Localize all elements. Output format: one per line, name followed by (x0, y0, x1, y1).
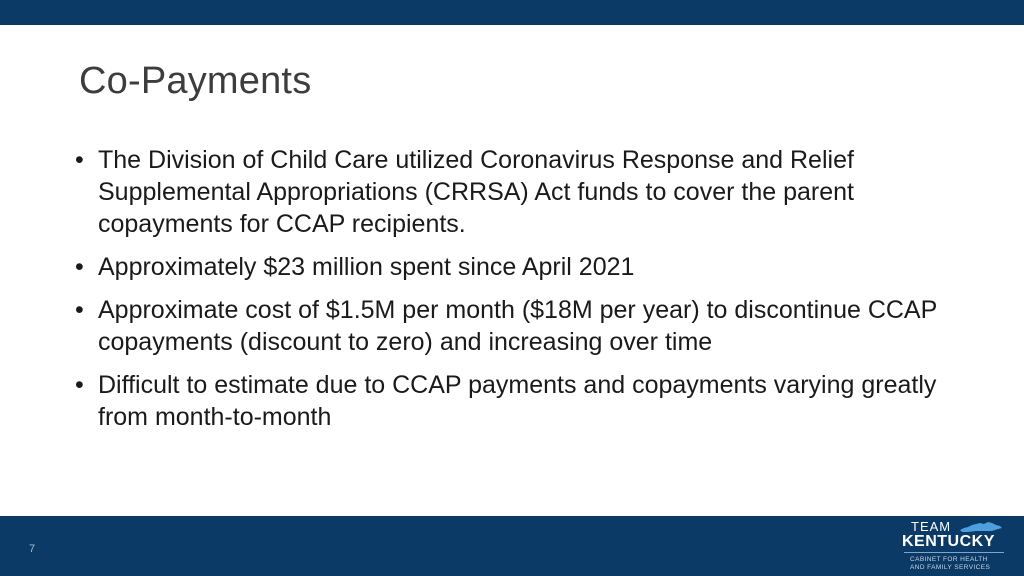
bullet-dot-icon: • (75, 371, 84, 399)
logo-cabinet-text: CABINET FOR HEALTH (910, 556, 988, 563)
bullet-item (74, 294, 974, 358)
kentucky-state-icon (958, 521, 1004, 533)
logo-services-text: AND FAMILY SERVICES (910, 564, 991, 571)
bullet-text: Difficult to estimate due to CCAP payments and copayments varying greatly from month-to-month (98, 371, 937, 431)
bullet-dot-icon: • (75, 146, 84, 174)
slide-title: Co-Payments (79, 60, 312, 102)
logo-team-text: TEAM (911, 519, 952, 534)
bullet-item (74, 144, 974, 240)
bullet-list (74, 144, 974, 444)
footer-banner (0, 516, 1024, 576)
logo-kentucky-text: KENTUCKY (902, 533, 995, 550)
bullet-item (74, 251, 974, 283)
team-kentucky-logo (898, 519, 1006, 573)
bullet-item (74, 369, 974, 433)
logo-divider (904, 552, 1004, 553)
page-number: 7 (29, 543, 36, 555)
bullet-text: Approximate cost of $1.5M per month ($18M per year) to discontinue CCAP copayments (discount to zero) and increasing over time (98, 296, 937, 356)
bullet-text: Approximately $23 million spent since April 2021 (98, 253, 635, 281)
bullet-text: The Division of Child Care utilized Coronavirus Response and Relief Supplemental Appropriations (CRRSA) Act funds to cover the parent copayments for CCAP recipients. (98, 146, 854, 238)
bullet-dot-icon: • (75, 253, 84, 281)
top-banner (0, 0, 1024, 25)
bullet-dot-icon: • (75, 296, 84, 324)
